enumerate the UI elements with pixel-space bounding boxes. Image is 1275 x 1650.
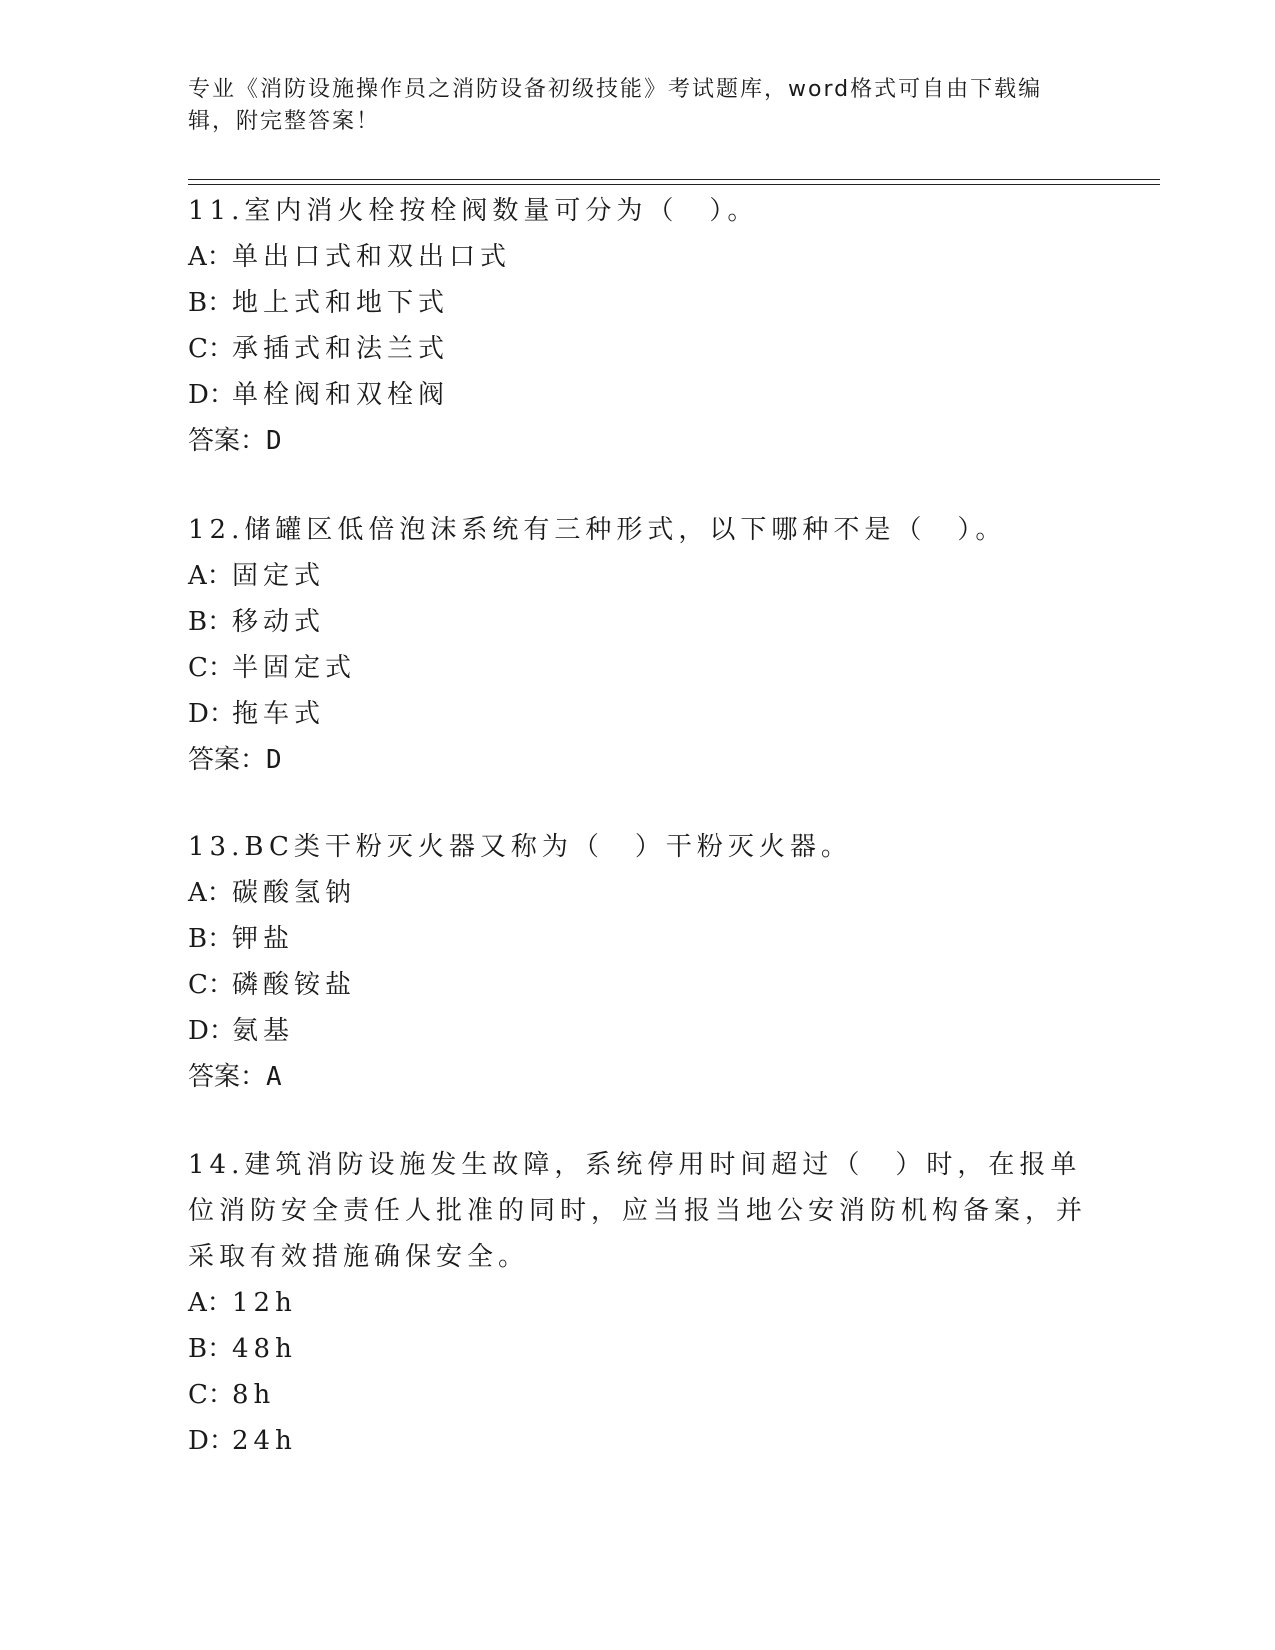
option-c: [188, 326, 1088, 372]
option-text: 固定式: [232, 561, 326, 591]
option-a: [188, 234, 1088, 280]
option-text: 半固定式: [232, 653, 357, 683]
option-letter: C：: [188, 1380, 234, 1410]
document-header: 专业《消防设施操作员之消防设备初级技能》考试题库，word格式可自由下载编辑，附完整答案！: [188, 77, 1043, 134]
header-divider-bottom: [188, 184, 1160, 185]
question-11: [188, 188, 1088, 464]
option-letter: A：: [188, 242, 233, 272]
question-stem: 13.BC类干粉灭火器又称为（ ）干粉灭火器。: [188, 832, 852, 862]
option-text: 碳酸氢钠: [232, 878, 357, 908]
option-a: [188, 1280, 1088, 1326]
option-text: 8h: [232, 1380, 276, 1410]
option-letter: D：: [188, 1016, 235, 1046]
option-text: 24h: [232, 1426, 297, 1456]
answer-label: 答案：: [188, 745, 267, 775]
option-d: [188, 1418, 1088, 1464]
option-letter: D：: [188, 380, 235, 410]
option-c: [188, 962, 1088, 1008]
option-text: 地上式和地下式: [232, 288, 450, 318]
option-c: [188, 1372, 1088, 1418]
option-letter: B：: [188, 288, 234, 318]
option-letter: A：: [188, 561, 233, 591]
option-text: 拖车式: [232, 699, 326, 729]
option-d: [188, 1008, 1088, 1054]
option-a: [188, 553, 1088, 599]
answer-label: 答案：: [188, 426, 267, 456]
option-text: 单栓阀和双栓阀: [232, 380, 450, 410]
answer-line: [188, 737, 1088, 783]
option-letter: D：: [188, 699, 235, 729]
option-letter: B：: [188, 924, 234, 954]
question-stem: 14.建筑消防设施发生故障，系统停用时间超过（ ）时，在报单位消防安全责任人批准的同时，应当报当地公安消防机构备案，并采取有效措施确保安全。: [188, 1150, 1088, 1272]
option-b: [188, 280, 1088, 326]
option-letter: C：: [188, 334, 234, 364]
option-b: [188, 916, 1088, 962]
option-text: 氨基: [232, 1016, 295, 1046]
option-a: [188, 870, 1088, 916]
option-letter: D：: [188, 1426, 235, 1456]
option-d: [188, 372, 1088, 418]
option-text: 12h: [232, 1288, 297, 1318]
answer-line: [188, 418, 1088, 464]
option-letter: B：: [188, 607, 234, 637]
answer-value: D: [266, 745, 282, 775]
answer-value: D: [266, 426, 282, 456]
option-letter: A：: [188, 878, 233, 908]
option-text: 单出口式和双出口式: [232, 242, 512, 272]
option-c: [188, 645, 1088, 691]
option-letter: A：: [188, 1288, 233, 1318]
option-text: 钾盐: [232, 924, 295, 954]
option-letter: C：: [188, 970, 234, 1000]
question-13: [188, 824, 1088, 1100]
question-12: [188, 507, 1088, 783]
option-letter: B：: [188, 1334, 234, 1364]
option-letter: C：: [188, 653, 234, 683]
option-text: 磷酸铵盐: [232, 970, 357, 1000]
option-text: 48h: [232, 1334, 297, 1364]
option-d: [188, 691, 1088, 737]
answer-line: [188, 1054, 1088, 1100]
header-divider-top: [188, 179, 1160, 180]
option-text: 移动式: [232, 607, 326, 637]
answer-label: 答案：: [188, 1062, 267, 1092]
option-b: [188, 599, 1088, 645]
question-stem: 12.储罐区低倍泡沫系统有三种形式，以下哪种不是（ ）。: [188, 515, 1007, 545]
question-14: [188, 1142, 1088, 1464]
option-text: 承插式和法兰式: [232, 334, 450, 364]
question-stem: 11.室内消火栓按栓阀数量可分为（ ）。: [188, 196, 759, 226]
answer-value: A: [266, 1062, 282, 1092]
option-b: [188, 1326, 1088, 1372]
